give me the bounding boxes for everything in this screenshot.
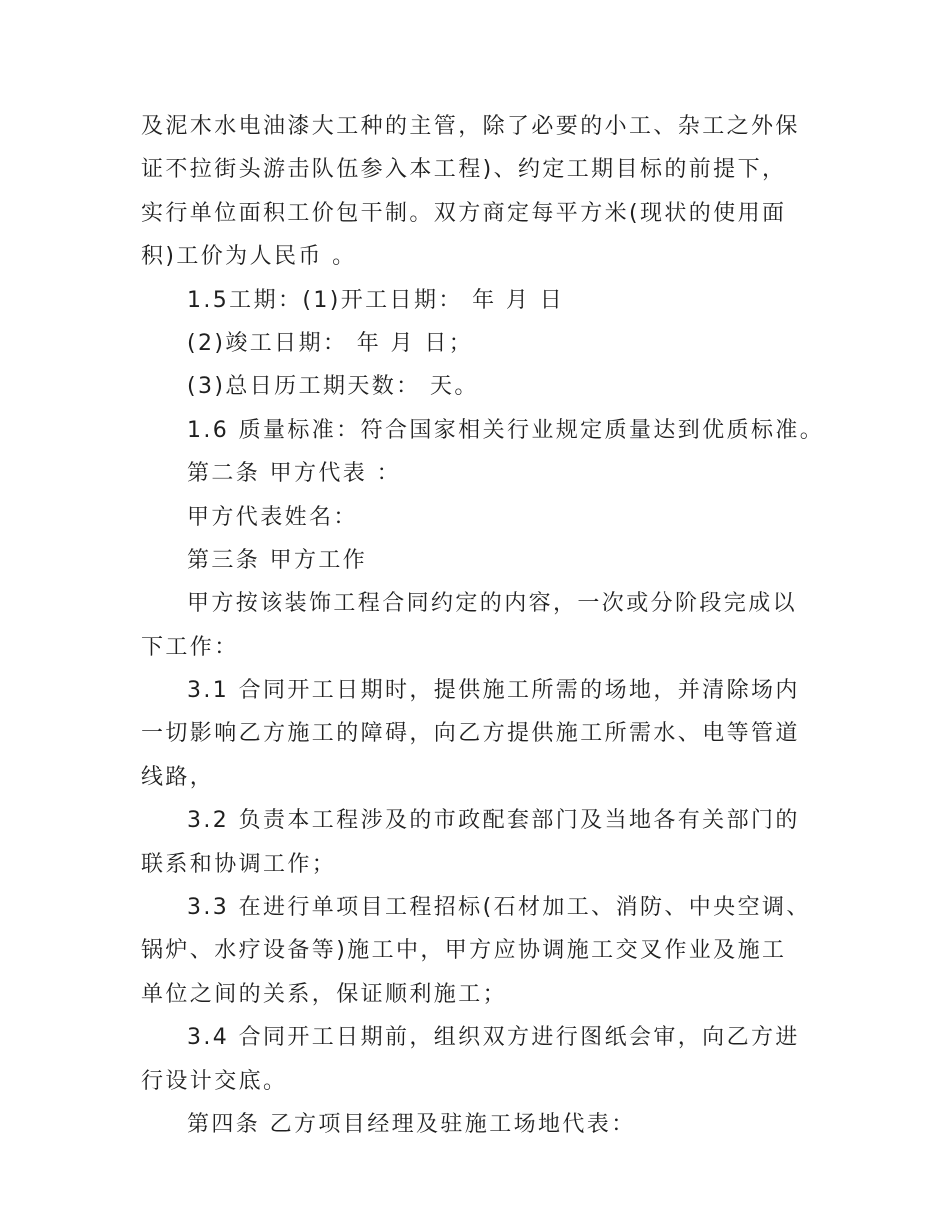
text-line: (2)竣工日期： 年 月 日； xyxy=(187,330,474,356)
text-line: 3.3 在进行单项目工程招标(石材加工、消防、中央空调、 xyxy=(187,895,811,921)
text-line: (3)总日历工期天数： 天。 xyxy=(187,374,479,400)
text-line: 行设计交底。 xyxy=(141,1068,288,1094)
text-line: 第三条 甲方工作 xyxy=(187,547,368,573)
text-line: 线路， xyxy=(141,764,215,790)
text-line: 证不拉街头游击队伍参入本工程)、约定工期目标的前提下， xyxy=(141,157,787,183)
text-line: 及泥木水电油漆大工种的主管，除了必要的小工、杂工之外保 xyxy=(141,114,800,139)
text-line: 联系和协调工作； xyxy=(141,851,337,877)
document-body xyxy=(141,105,841,1146)
text-line: 一切影响乙方施工的障碍，向乙方提供施工所需水、电等管道 xyxy=(141,721,800,747)
text-line: 1.6 质量标准：符合国家相关行业规定质量达到优质标准。 xyxy=(187,417,825,443)
text-line: 甲方按该装饰工程合同约定的内容，一次或分阶段完成以 xyxy=(187,591,798,617)
text-line: 3.4 合同开工日期前，组织双方进行图纸会审，向乙方进 xyxy=(187,1025,800,1051)
text-line: 1.5工期：(1)开工日期： 年 月 日 xyxy=(187,287,565,313)
text-line: 第二条 甲方代表 ： xyxy=(187,461,401,487)
text-line: 锅炉、水疗设备等)施工中，甲方应协调施工交叉作业及施工 xyxy=(141,938,787,964)
text-line: 下工作： xyxy=(141,634,239,660)
text-line: 3.1 合同开工日期时，提供施工所需的场地，并清除场内 xyxy=(187,678,800,704)
text-line: 实行单位面积工价包干制。双方商定每平方米(现状的使用面 xyxy=(141,200,787,226)
text-line: 单位之间的关系，保证顺利施工； xyxy=(141,981,508,1007)
text-line: 积)工价为人民币 。 xyxy=(141,244,357,270)
text-line: 甲方代表姓名： xyxy=(187,504,358,530)
text-line: 第四条 乙方项目经理及驻施工场地代表： xyxy=(187,1111,636,1137)
text-line: 3.2 负责本工程涉及的市政配套部门及当地各有关部门的 xyxy=(187,808,800,834)
